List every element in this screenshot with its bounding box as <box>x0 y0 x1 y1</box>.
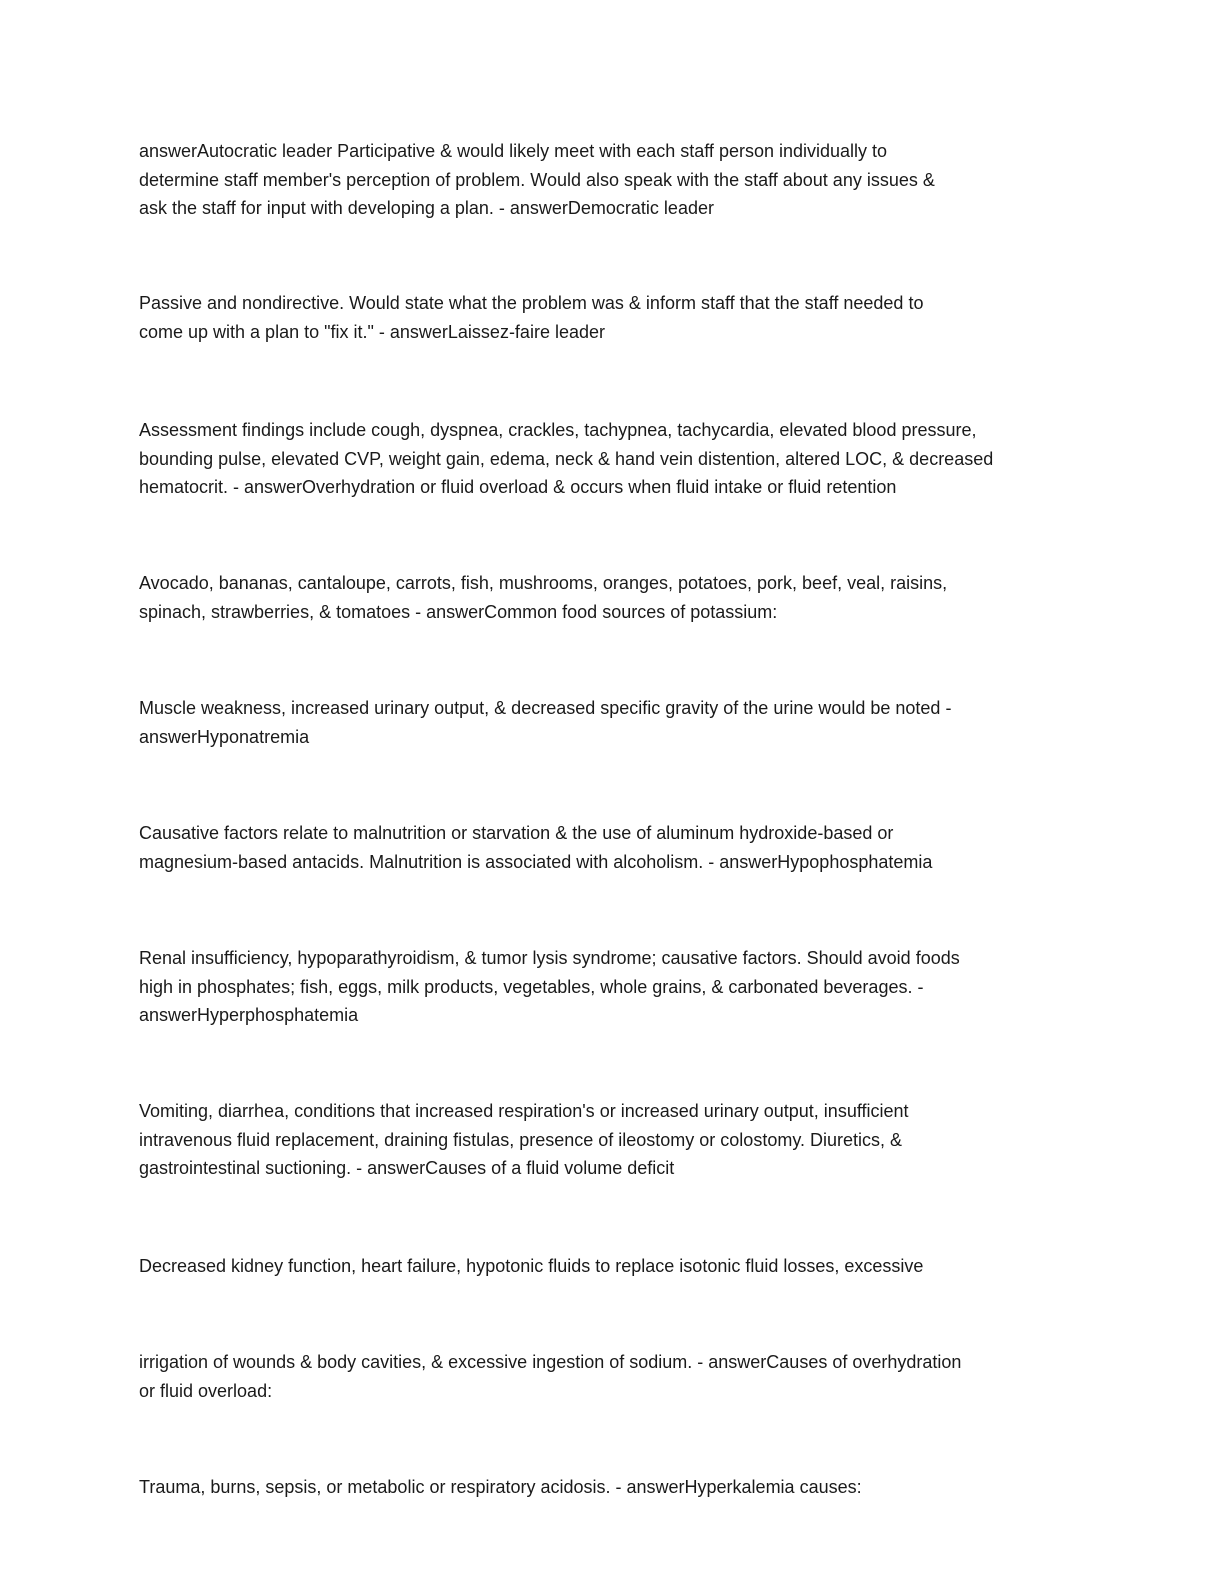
paragraph-hyperphosphatemia <box>139 944 1084 1030</box>
paragraph-leadership-democratic <box>139 137 1084 223</box>
text-line: Passive and nondirective. Would state what the problem was & inform staff that the staff needed to <box>139 293 924 313</box>
text-line: answerHyperphosphatemia <box>139 1005 359 1025</box>
text-line: answerAutocratic leader Participative & would likely meet with each staff person individually to <box>139 141 888 161</box>
text-line: Renal insufficiency, hypoparathyroidism, & tumor lysis syndrome; causative factors. Should avoid foods <box>139 948 960 968</box>
text-line: Vomiting, diarrhea, conditions that increased respiration's or increased urinary output, insufficient <box>139 1101 909 1121</box>
paragraph-hyponatremia <box>139 694 1084 751</box>
paragraph-overhydration-causes-start <box>139 1252 1084 1281</box>
text-line: Trauma, burns, sepsis, or metabolic or respiratory acidosis. - answerHyperkalemia causes: <box>139 1477 862 1497</box>
text-line: gastrointestinal suctioning. - answerCauses of a fluid volume deficit <box>139 1158 675 1178</box>
text-line: high in phosphates; fish, eggs, milk products, vegetables, whole grains, & carbonated beverages. - <box>139 976 924 997</box>
text-line: answerHyponatremia <box>139 726 310 747</box>
text-line: determine staff member's perception of problem. Would also speak with the staff about any issues & <box>139 169 935 190</box>
text-line: come up with a plan to "fix it." - answerLaissez-faire leader <box>139 321 605 342</box>
text-line: magnesium-based antacids. Malnutrition is associated with alcoholism. - answerHypophosphatemia <box>139 851 933 872</box>
text-line: irrigation of wounds & body cavities, & excessive ingestion of sodium. - answerCauses of overhydration <box>139 1352 962 1372</box>
text-line: hematocrit. - answerOverhydration or fluid overload & occurs when fluid intake or fluid retention <box>139 477 897 497</box>
paragraph-fluid-volume-deficit <box>139 1097 1084 1183</box>
text-line: or fluid overload: <box>139 1380 273 1401</box>
text-line: ask the staff for input with developing a plan. - answerDemocratic leader <box>139 198 714 218</box>
text-line: Decreased kidney function, heart failure, hypotonic fluids to replace isotonic fluid losses, excessive <box>139 1256 924 1276</box>
paragraph-hypophosphatemia <box>139 819 1084 876</box>
paragraph-laissez-faire <box>139 289 1084 346</box>
paragraph-overhydration-causes-end <box>139 1348 1084 1405</box>
text-line: intravenous fluid replacement, draining fistulas, presence of ileostomy or colostomy. Diuretics, & <box>139 1129 903 1150</box>
text-line: Causative factors relate to malnutrition or starvation & the use of aluminum hydroxide-based or <box>139 823 894 843</box>
text-line: Assessment findings include cough, dyspnea, crackles, tachypnea, tachycardia, elevated blood pressure, <box>139 420 977 440</box>
text-line: bounding pulse, elevated CVP, weight gain, edema, neck & hand vein distention, altered LOC, & decreased <box>139 448 994 469</box>
text-line: spinach, strawberries, & tomatoes - answerCommon food sources of potassium: <box>139 601 778 622</box>
paragraph-overhydration-findings <box>139 416 1084 502</box>
text-line: Avocado, bananas, cantaloupe, carrots, fish, mushrooms, oranges, potatoes, pork, beef, veal, raisins, <box>139 573 948 593</box>
text-line: Muscle weakness, increased urinary output, & decreased specific gravity of the urine would be noted - <box>139 698 952 718</box>
paragraph-potassium-foods <box>139 569 1084 626</box>
paragraph-hyperkalemia-causes <box>139 1473 1084 1502</box>
